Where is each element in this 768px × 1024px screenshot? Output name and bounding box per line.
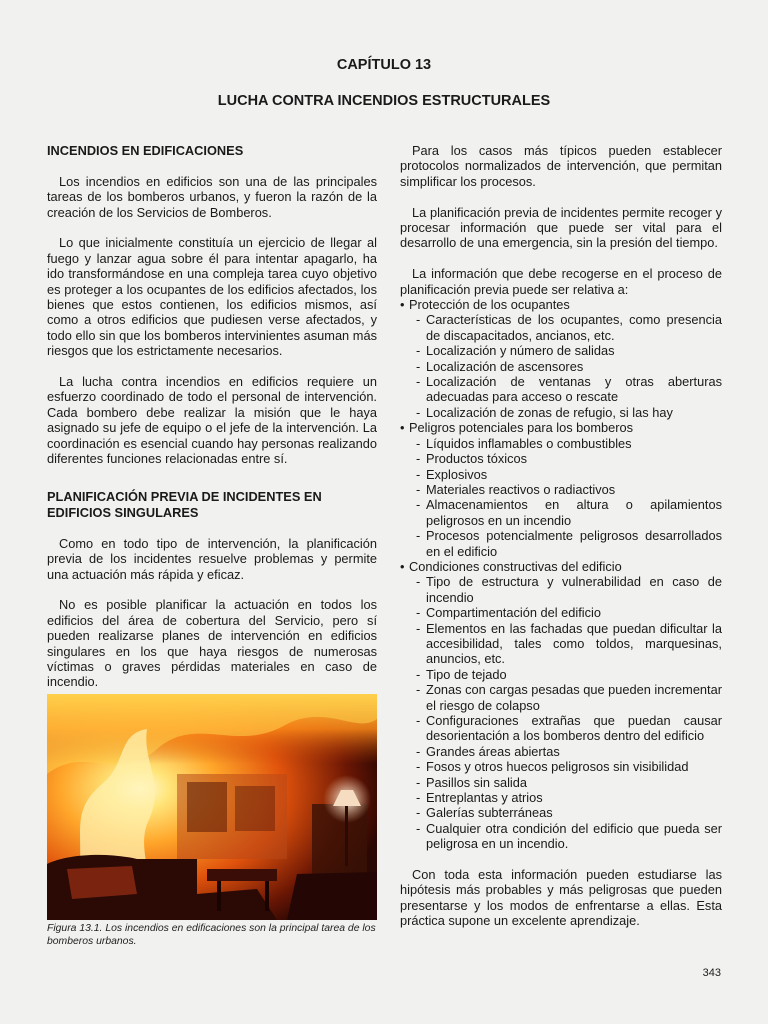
sub-list-item <box>409 744 722 759</box>
paragraph: Con toda esta información pueden estudiarse las hipótesis más probables y más peligrosas que pueden presentarse y los modos de enfrentarse a ellas. Esta práctica supone un excelente aprendizaje. <box>400 867 722 929</box>
paragraph: La planificación previa de incidentes permite recoger y procesar información que puede ser vital para el desarrollo de una emergencia, sin la presión del tiempo. <box>400 204 722 251</box>
sub-list-text: Almacenamientos en altura o apilamientos peligrosos en un incendio <box>426 497 722 528</box>
sub-list-item <box>409 374 722 405</box>
sub-list-item <box>409 775 722 790</box>
bullet-item <box>400 297 722 420</box>
dash-icon: - <box>416 435 421 451</box>
dash-icon: - <box>416 666 421 682</box>
sub-list-text: Localización de zonas de refugio, si las hay <box>426 404 673 420</box>
information-list <box>400 297 722 852</box>
left-column <box>47 143 377 690</box>
dash-icon: - <box>416 682 421 698</box>
sub-list-item <box>409 436 722 451</box>
dash-icon: - <box>416 343 421 359</box>
paragraph: La lucha contra incendios en edificios requiere un esfuerzo coordinado de todo el personal de intervención. Cada bombero debe realizar la misión que le haya asignado su jefe de equipo o el jefe de la intervención. La coordinación es esencial cuando hay personas realizando diferentes funciones relacionadas entre sí. <box>47 374 377 467</box>
bullet-item <box>400 559 722 852</box>
dash-icon: - <box>416 528 421 544</box>
bullet-item <box>400 420 722 559</box>
section-heading-planificacion: PLANIFICACIÓN PREVIA DE INCIDENTES EN EDIFICIOS SINGULARES <box>47 489 322 520</box>
sub-list-text: Grandes áreas abiertas <box>426 743 560 759</box>
dash-icon: - <box>416 481 421 497</box>
chapter-title: LUCHA CONTRA INCENDIOS ESTRUCTURALES <box>217 93 551 109</box>
sub-list-text: Localización y número de salidas <box>426 343 615 359</box>
fire-photo <box>47 694 377 920</box>
sub-list-text: Materiales reactivos o radiactivos <box>426 481 616 497</box>
paragraph: No es posible planificar la actuación en todos los edificios del área de cobertura del Servicio, pero sí pueden realizarse planes de intervención en edificios singulares en los que haya riesgos de numerosas víctimas o graves pérdidas materiales en caso de incendio. <box>47 597 377 690</box>
dash-icon: - <box>416 466 421 482</box>
sub-list-item <box>409 405 722 420</box>
paragraph: Los incendios en edificios son una de las principales tareas de los bomberos urbanos, y fueron la razón de la creación de los Servicios de Bomberos. <box>47 173 377 220</box>
sub-list-text: Características de los ocupantes, como presencia de discapacitados, ancianos, etc. <box>426 312 722 343</box>
figure-caption: Figura 13.1. Los incendios en edificaciones son la principal tarea de los bomberos urbanos. <box>47 923 376 947</box>
sub-list-text: Productos tóxicos <box>426 451 528 467</box>
sub-list-item <box>409 667 722 682</box>
sub-list <box>409 574 722 851</box>
sub-list-item <box>409 451 722 466</box>
sub-list-item <box>409 482 722 497</box>
sub-list-text: Líquidos inflamables o combustibles <box>426 435 632 451</box>
bullet-label: Protección de los ocupantes <box>409 297 570 313</box>
sub-list-item <box>409 467 722 482</box>
sub-list-text: Galerías subterráneas <box>426 805 553 821</box>
sub-list-item <box>409 359 722 374</box>
sub-list-item <box>409 312 722 343</box>
dash-icon: - <box>416 774 421 790</box>
bullet-label: Peligros potenciales para los bomberos <box>409 420 634 436</box>
paragraph: La información que debe recogerse en el proceso de planificación previa puede ser relativa a: <box>400 266 722 297</box>
dash-icon: - <box>416 790 421 806</box>
sub-list-text: Elementos en las fachadas que puedan dificultar la accesibilidad, tales como toldos, marquesinas, anuncios, etc. <box>426 620 722 667</box>
sub-list-text: Cualquier otra condición del edificio que pueda ser peligrosa en un incendio. <box>426 820 722 852</box>
sub-list-item <box>409 343 722 358</box>
sub-list-text: Localización de ascensores <box>426 358 584 374</box>
dash-icon: - <box>416 374 421 390</box>
sub-list-text: Explosivos <box>426 466 488 482</box>
sub-list-item <box>409 497 722 528</box>
sub-list <box>409 312 722 420</box>
dash-icon: - <box>416 358 421 374</box>
dash-icon: - <box>416 574 421 590</box>
dash-icon: - <box>416 820 421 836</box>
sub-list-text: Tipo de tejado <box>426 666 507 682</box>
dash-icon: - <box>416 759 421 775</box>
bullet-icon: • <box>400 297 405 313</box>
paragraph: Para los casos más típicos pueden establecer protocolos normalizados de intervención, que permitan simplificar los procesos. <box>400 143 722 189</box>
right-column <box>400 143 722 929</box>
paragraph: Como en todo tipo de intervención, la planificación previa de los incidentes resuelve problemas y permite una actuación más rápida y eficaz. <box>47 535 377 582</box>
sub-list-text: Compartimentación del edificio <box>426 605 601 621</box>
paragraph: Lo que inicialmente constituía un ejercicio de llegar al fuego y lanzar agua sobre él para intentar apagarlo, ha ido transformándose en una compleja tarea cuyo objetivo es proteger a los ocupantes de los edificios afectados, los bienes que estos contienen, los edificios mismos, así como a otros edificios que pudiesen verse afectados, y todo ello sin que los bomberos intervinientes asuman más riesgos que los estrictamente necesarios. <box>47 235 377 359</box>
sub-list-text: Pasillos sin salida <box>426 774 528 790</box>
sub-list-item <box>409 713 722 744</box>
dash-icon: - <box>416 312 421 328</box>
dash-icon: - <box>416 605 421 621</box>
sub-list-text: Configuraciones extrañas que puedan causar desorientación a los bomberos dentro del edificio <box>426 713 722 744</box>
sub-list-item <box>409 805 722 820</box>
sub-list-item <box>409 821 722 852</box>
dash-icon: - <box>416 451 421 467</box>
dash-icon: - <box>416 404 421 420</box>
dash-icon: - <box>416 805 421 821</box>
sub-list-item <box>409 528 722 559</box>
dash-icon: - <box>416 497 421 513</box>
section-heading-incendios: INCENDIOS EN EDIFICACIONES <box>47 143 244 158</box>
sub-list-item <box>409 790 722 805</box>
sub-list-item <box>409 574 722 605</box>
dash-icon: - <box>416 713 421 728</box>
sub-list-item <box>409 759 722 774</box>
sub-list-text: Zonas con cargas pesadas que pueden incrementar el riesgo de colapso <box>426 682 722 713</box>
bullet-icon: • <box>400 558 405 574</box>
dash-icon: - <box>416 743 421 759</box>
sub-list-item <box>409 621 722 667</box>
sub-list-text: Procesos potencialmente peligrosos desarrollados en el edificio <box>426 528 722 559</box>
dash-icon: - <box>416 620 421 636</box>
sub-list-item <box>409 605 722 620</box>
sub-list-text: Entreplantas y atrios <box>426 790 543 806</box>
sub-list-text: Fosos y otros huecos peligrosos sin visibilidad <box>426 759 689 775</box>
bullet-icon: • <box>400 420 405 436</box>
bullet-label: Condiciones constructivas del edificio <box>409 558 622 574</box>
chapter-number: CAPÍTULO 13 <box>336 57 432 73</box>
sub-list-item <box>409 682 722 713</box>
sub-list-text: Localización de ventanas y otras aberturas adecuadas para acceso o rescate <box>426 374 722 405</box>
sub-list <box>409 436 722 559</box>
page-number: 343 <box>702 967 721 979</box>
sub-list-text: Tipo de estructura y vulnerabilidad en caso de incendio <box>426 574 722 605</box>
